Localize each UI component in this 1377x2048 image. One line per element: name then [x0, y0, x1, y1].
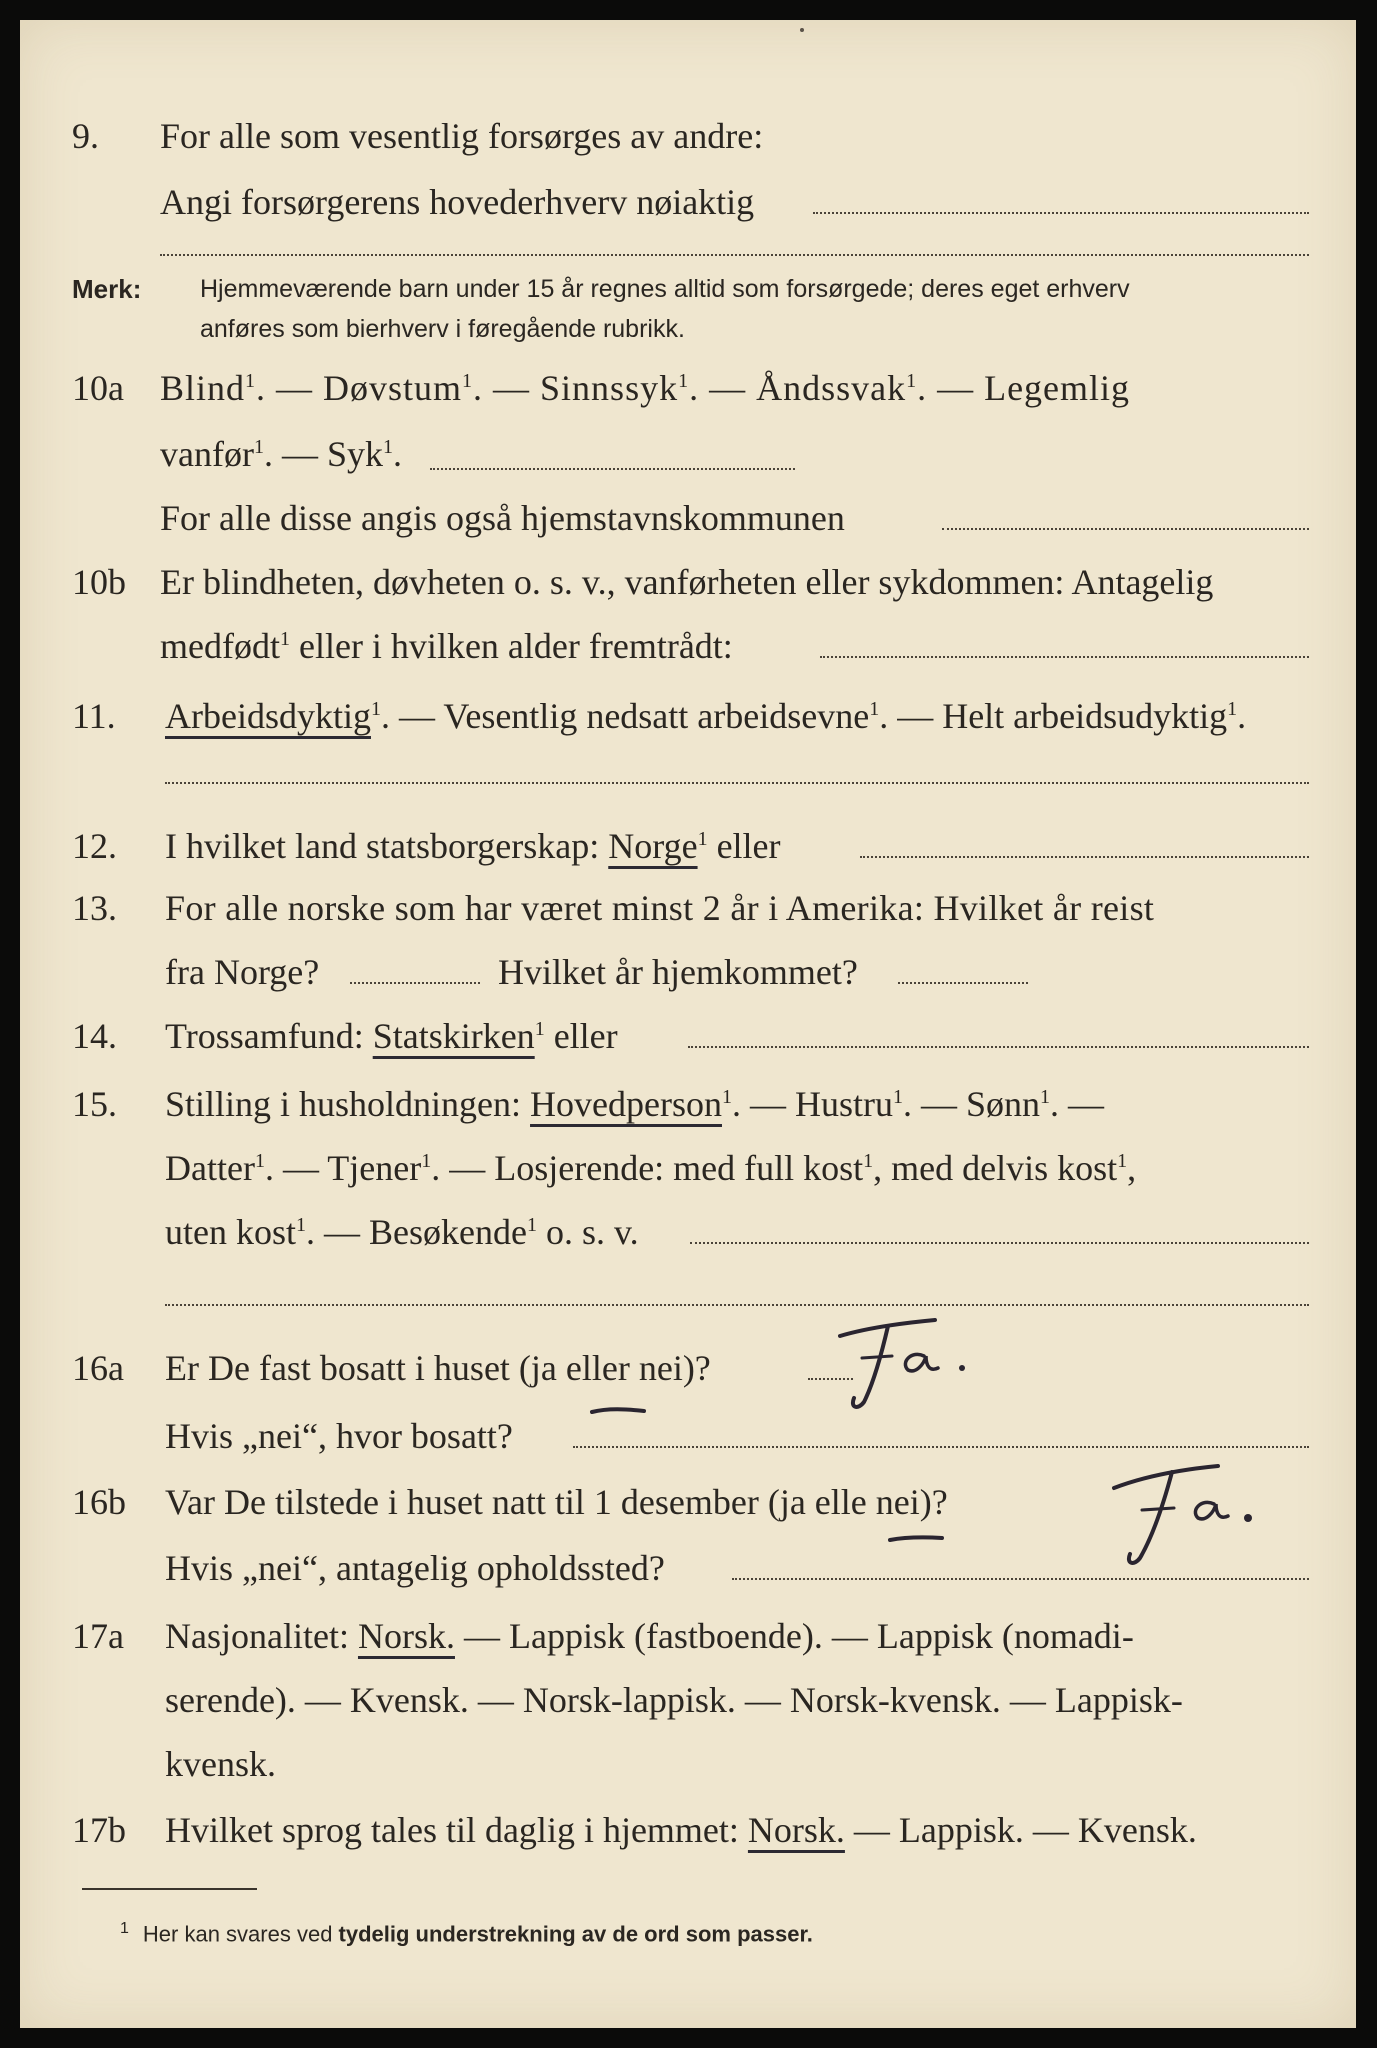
answer-line[interactable] [688, 1046, 1309, 1048]
handwritten-stroke [588, 1404, 648, 1418]
underlined-answer: Statskirken [372, 1016, 535, 1056]
answer-line[interactable] [430, 468, 795, 470]
item-number: 11. [72, 696, 116, 736]
q17b-line: Hvilket sprog tales til daglig i hjemmet: Norsk. — Lappisk. — Kvensk. [165, 1810, 1197, 1850]
item-number: 14. [72, 1016, 117, 1056]
item-number: 12. [72, 826, 117, 866]
q9-line1: For alle som vesentlig forsørges av andre: [160, 116, 764, 156]
answer-line[interactable] [165, 782, 1309, 784]
answer-line[interactable] [820, 656, 1309, 658]
q16a-line2: Hvis „nei“, hvor bosatt? [165, 1416, 513, 1456]
item-number: 16b [72, 1482, 126, 1522]
answer-line[interactable] [942, 528, 1309, 530]
handwritten-ja-answer [820, 1304, 1000, 1414]
q13-line1: For alle norske som har været minst 2 år i Amerika: Hvilket år reist [165, 888, 1155, 928]
item-number: 17b [72, 1810, 126, 1850]
q15-line3: uten kost$^1$. — Besøkende$^1$ o. s. v. [165, 1212, 639, 1252]
q17a-line3: kvensk. [165, 1744, 276, 1784]
q16b-line1: Var De tilstede i huset natt til 1 desember (ja elle nei)? [165, 1482, 948, 1522]
merk-label: Merk: [72, 274, 142, 304]
q14-line: Trossamfund: Statskirken$^1$ eller [165, 1016, 618, 1056]
speck [800, 28, 804, 32]
q9-line2: Angi forsørgerens hovederhverv nøiaktig [160, 182, 755, 222]
underlined-answer: Norsk. [357, 1616, 455, 1656]
q15-line2: Datter$^1$. — Tjener$^1$. — Losjerende: med full kost$^1$, med delvis kost$^1$, [165, 1148, 1137, 1188]
handwritten-ja-answer [1090, 1448, 1270, 1578]
item-number: 15. [72, 1084, 117, 1124]
handwritten-stroke [886, 1532, 946, 1546]
q16a-line1: Er De fast bosatt i huset (ja eller nei)? [165, 1348, 711, 1388]
item-number: 9. [72, 116, 99, 156]
q12-line: I hvilket land statsborgerskap: Norge$^1$ eller [165, 826, 781, 866]
answer-line[interactable] [813, 212, 1309, 214]
footnote: $^1$ Her kan svares ved tydelig understrekning av de ord som passer. [120, 1920, 813, 1947]
q15-line1: Stilling i husholdningen: Hovedperson$^1$. — Hustru$^1$. — Sønn$^1$. — [165, 1084, 1105, 1124]
item-number: 16a [72, 1348, 124, 1388]
answer-line[interactable] [350, 982, 480, 984]
underlined-answer: Arbeidsdyktig [165, 696, 371, 736]
merk-line1: Hjemmeværende barn under 15 år regnes alltid som forsørgede; deres eget erhverv [200, 275, 1130, 303]
underlined-answer: Norsk. [747, 1810, 845, 1850]
item-number: 10a [72, 368, 124, 408]
q10a-line2: vanfør$^1$. — Syk$^1$. [160, 434, 402, 474]
q10b-line1: Er blindheten, døvheten o. s. v., vanførheten eller sykdommen: Antagelig [160, 562, 1214, 602]
answer-line[interactable] [160, 254, 1309, 256]
answer-line[interactable] [165, 1304, 1309, 1306]
item-number: 17a [72, 1616, 124, 1656]
q17a-line2: serende). — Kvensk. — Norsk-lappisk. — Norsk-kvensk. — Lappisk- [165, 1680, 1183, 1720]
q13-line2a: fra Norge? [165, 952, 320, 992]
q11-line: Arbeidsdyktig$^1$. — Vesentlig nedsatt arbeidsevne$^1$. — Helt arbeidsudyktig$^1$. [165, 696, 1247, 736]
answer-line[interactable] [860, 856, 1309, 858]
merk-line2: anføres som bierhverv i føregående rubrikk. [200, 315, 685, 343]
q13-line2b: Hvilket år hjemkommet? [498, 952, 858, 992]
q16b-line2: Hvis „nei“, antagelig opholdssted? [165, 1548, 665, 1588]
answer-line[interactable] [898, 982, 1028, 984]
item-number: 10b [72, 562, 126, 602]
q10a-line1: Blind$^1$. — Døvstum$^1$. — Sinnssyk$^1$. — Åndssvak$^1$. — Legemlig [160, 368, 1131, 408]
census-form-page [20, 20, 1356, 2028]
footnote-divider [82, 1888, 257, 1890]
q17a-line1: Nasjonalitet: Norsk. — Lappisk (fastboende). — Lappisk (nomadi- [165, 1616, 1134, 1656]
answer-line[interactable] [690, 1242, 1309, 1244]
q10b-line2: medfødt$^1$ eller i hvilken alder fremtrådt: [160, 626, 733, 666]
answer-line[interactable] [732, 1578, 1309, 1580]
item-number: 13. [72, 888, 117, 928]
underlined-answer: Norge [608, 826, 698, 866]
q10a-line3: For alle disse angis også hjemstavnskommunen [160, 498, 845, 538]
underlined-answer: Hovedperson [530, 1084, 722, 1124]
